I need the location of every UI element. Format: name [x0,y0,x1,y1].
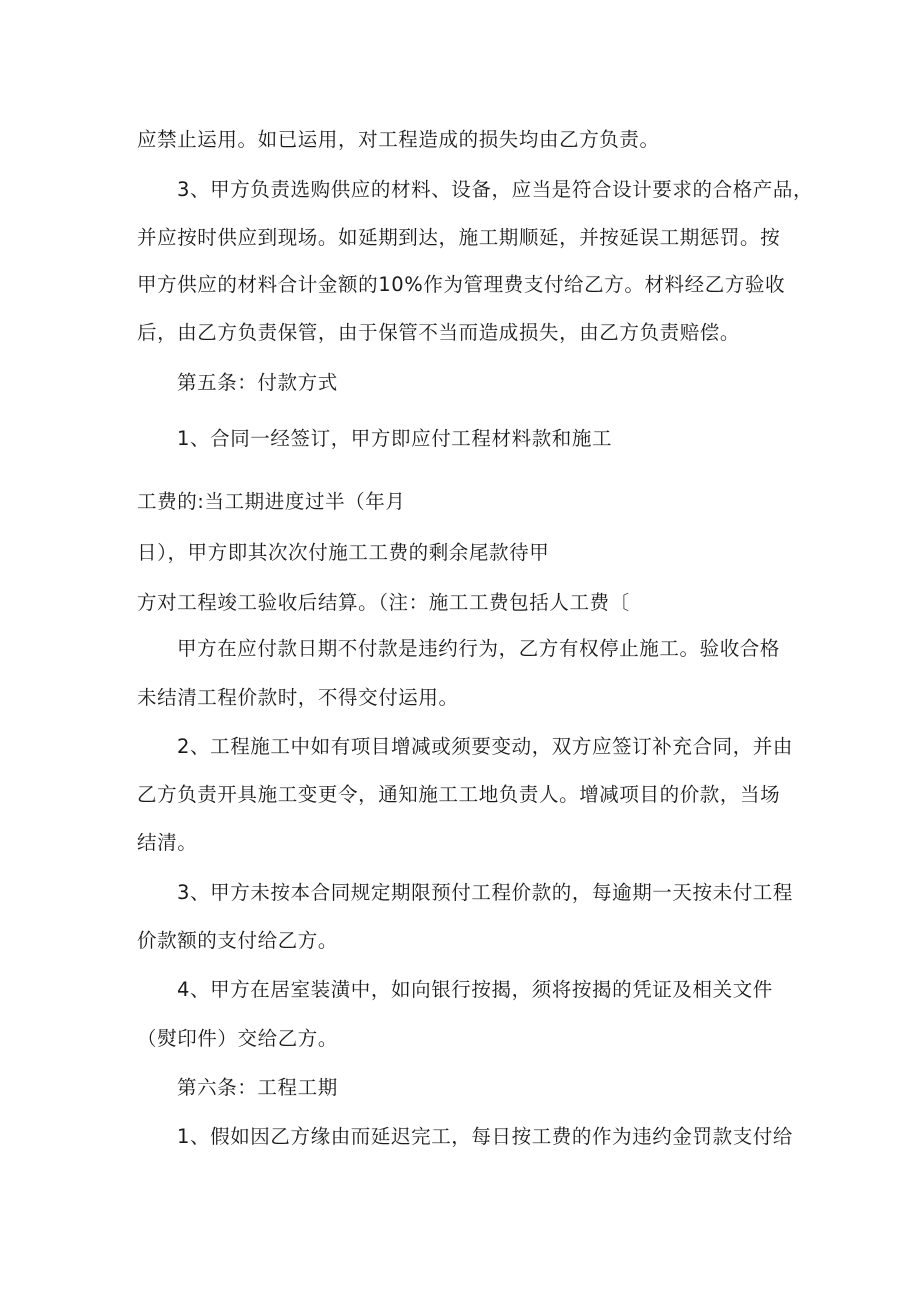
paragraph-line: 甲方供应的材料合计金额的10%作为管理费支付给乙方。材料经乙方验收 [137,273,786,296]
paragraph-line: 2、工程施工中如有项目增减或须要变动，双方应签订补充合同，并由 [177,735,794,758]
paragraph-line: 3、甲方未按本合同规定期限预付工程价款的，每逾期一天按未付工程 [177,881,794,904]
section-heading: 第六条：工程工期 [177,1076,338,1099]
section-heading: 第五条：付款方式 [177,371,338,394]
paragraph-line: 1、合同一经签订，甲方即应付工程材料款和施工 [177,427,613,450]
paragraph-line: 3、甲方负责选购供应的材料、设备，应当是符合设计要求的合格产品， [177,178,814,201]
paragraph-line: 甲方在应付款日期不付款是违约行为，乙方有权停止施工。验收合格 [177,637,781,660]
paragraph-line: 应禁止运用。如已运用，对工程造成的损失均由乙方负责。 [137,128,660,151]
paragraph-line: 日），甲方即其次次付施工工费的剩余尾款待甲 [137,541,550,564]
paragraph-line: 未结清工程价款时，不得交付运用。 [137,686,459,709]
paragraph-line: 4、甲方在居室装潢中，如向银行按揭，须将按揭的凭证及相关文件 [177,978,773,1001]
paragraph-line: 1、假如因乙方缘由而延迟完工，每日按工费的作为违约金罚款支付给 [177,1125,794,1148]
paragraph-line: 价款额的支付给乙方。 [137,929,339,952]
paragraph-line: （熨印件）交给乙方。 [137,1027,339,1050]
paragraph-line: 方对工程竣工验收后结算。（注：施工工费包括人工费〔 [137,591,630,614]
paragraph-line: 工费的:当工期进度过半（年月 [137,490,406,513]
paragraph-line: 后，由乙方负责保管，由于保管不当而造成损失，由乙方负责赔偿。 [137,321,741,344]
paragraph-line: 结清。 [137,831,198,854]
paragraph-line: 乙方负责开具施工变更令，通知施工工地负责人。增减项目的价款，当场 [137,783,781,806]
paragraph-line: 并应按时供应到现场。如延期到达，施工期顺延，并按延误工期惩罚。按 [137,226,781,249]
